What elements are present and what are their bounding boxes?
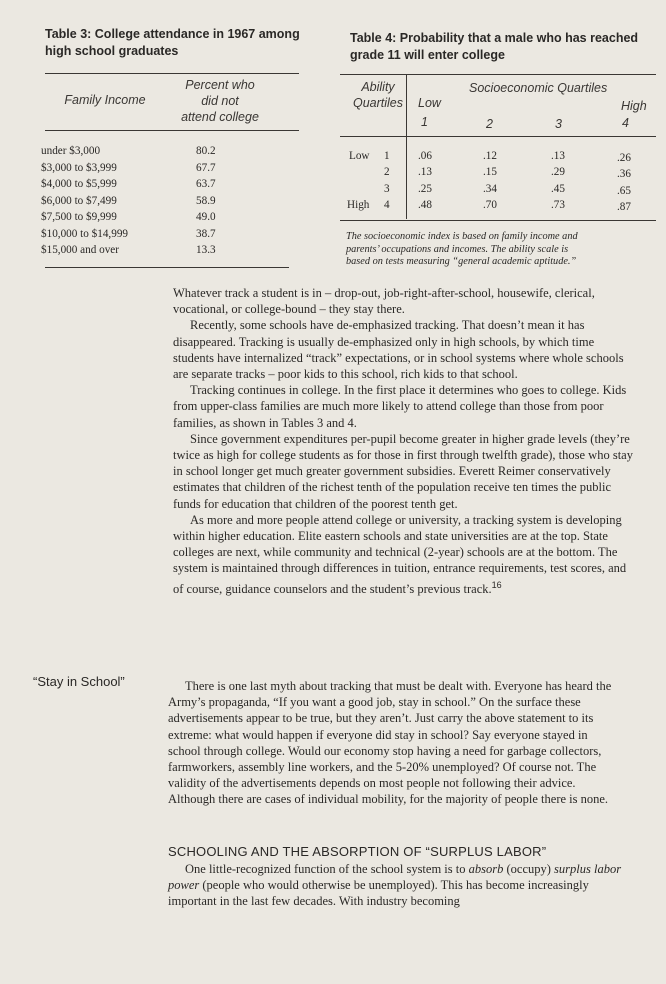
table4-q1: 1 xyxy=(421,115,428,129)
table4-q3: 3 xyxy=(555,117,562,131)
table4-low-label: Low xyxy=(418,96,441,110)
table3-col-percent: Percent who did not attend college xyxy=(181,78,259,124)
table4-caption-line1: Table 4: Probability that a male who has reached xyxy=(350,31,639,45)
table4-high-label: High xyxy=(621,99,647,113)
footnote-marker: 16 xyxy=(491,579,502,590)
table4-top-rule xyxy=(340,74,656,75)
paragraph: Since government expenditures per-pupil become greater in higher grade levels (they’re twice as high for college students as for those in first through twelfth grade), those who stay in school longer get much greater government subsidies. Everett Reimer conservatively estimates that children of the richest tenth of the population receive ten times the public funds for education that children of the poorest tenth get. xyxy=(173,431,633,511)
table3-caption-line2: high school graduates xyxy=(45,44,179,58)
section-heading: SCHOOLING AND THE ABSORPTION OF “SURPLUS LABOR” xyxy=(168,844,547,859)
table-row: High 4 .48 .70 .73 .87 xyxy=(347,199,631,213)
table4-note: The socioeconomic index is based on family income and parents’ occupations and incomes. The ability scale is based on tests measuring “general academic aptitude.” xyxy=(346,231,578,267)
body-text-stay-in-school xyxy=(168,678,613,808)
paragraph: Recently, some schools have de-emphasized tracking. That doesn’t mean it has disappeared. Tracking is usually de-emphasized only in high schools, by which time students have internalized “track” expectations, or in school systems where whole schools are separate tracks – poor kids to this school, rich kids to that school. xyxy=(173,318,624,382)
table4-header-rule xyxy=(340,136,656,137)
table4-q2: 2 xyxy=(486,117,493,131)
table4-q4: 4 xyxy=(622,116,629,130)
paragraph: Tracking continues in college. In the first place it determines who goes to college. Kids from upper-class families are much more likely to attend college than those from poor families, as shown in Tables 3 and 4. xyxy=(173,383,627,430)
body-text-surplus-labor xyxy=(168,861,628,910)
table4-bottom-rule xyxy=(340,220,656,221)
table4-caption-line2: grade 11 will enter college xyxy=(350,48,505,62)
table3-bottom-rule xyxy=(45,267,289,268)
table4-ability-header: Ability Quartiles xyxy=(352,80,404,110)
table-row: 3 .25 .34 .45 .65 xyxy=(384,183,631,197)
paragraph: As more and more people attend college or university, a tracking system is developing within higher education. Elite eastern schools and state universities are at the top. State colleges are next, while community and technical (2-year) schools are at the bottom. The system is maintained through differences in tuition, entrance requirements, test scores, and of course, guidance counselors and the student’s previous track.$^{16}$ xyxy=(173,512,627,596)
table-row: under $3,000 80.2 xyxy=(41,145,216,157)
table-row: $6,000 to $7,499 58.9 xyxy=(41,194,216,207)
table3-body xyxy=(41,145,301,265)
table3-caption xyxy=(45,26,315,60)
side-heading: “Stay in School” xyxy=(33,674,125,689)
table-row: $10,000 to $14,999 38.7 xyxy=(41,227,216,240)
table-row: $15,000 and over 13.3 xyxy=(41,244,216,256)
table-row: $4,000 to $5,999 63.7 xyxy=(41,178,216,190)
paragraph: There is one last myth about tracking that must be dealt with. Everyone has heard the Army’s propaganda, “If you want a good job, stay in school.” On the surface these advertisements appear to be true, but they aren’t. Just carry the above statement to its extreme: what would happen if everyone did stay in school? Say everyone stayed in school through college. Would our economy stop having a need for garbage collectors, farmworkers, assembly line workers, and the 5-20% unemployed? Of course not. The validity of the advertisements depends on most people not following their advice. Although there are cases of individual mobility, for the majority of people there is none. xyxy=(168,679,612,807)
table3-caption-line1: Table 3: College attendance in 1967 among xyxy=(45,27,300,41)
paragraph: One little-recognized function of the school system is to absorb (occupy) surplus labor power (people who would otherwise be unemployed). This has become increasingly important in the last few decades. With industry becoming xyxy=(168,862,622,909)
table3-header-rule xyxy=(45,130,299,131)
table3-col-family-income: Family Income xyxy=(64,93,146,107)
table4-body xyxy=(340,150,656,218)
table-row: $3,000 to $3,999 67.7 xyxy=(41,161,216,174)
table-row: $7,500 to $9,999 49.0 xyxy=(41,211,216,223)
body-text-upper xyxy=(173,285,633,597)
table4-caption xyxy=(350,30,650,64)
table-row: 2 .13 .15 .29 .36 xyxy=(384,166,631,180)
table-row: Low 1 .06 .12 .13 .26 xyxy=(349,150,631,164)
table4-socio-header: Socioeconomic Quartiles xyxy=(469,81,608,95)
paragraph: Whatever track a student is in – drop-out, job-right-after-school, housewife, clerical, vocational, or college-bound – they stay there. xyxy=(173,286,595,317)
table3-top-rule xyxy=(45,73,299,74)
